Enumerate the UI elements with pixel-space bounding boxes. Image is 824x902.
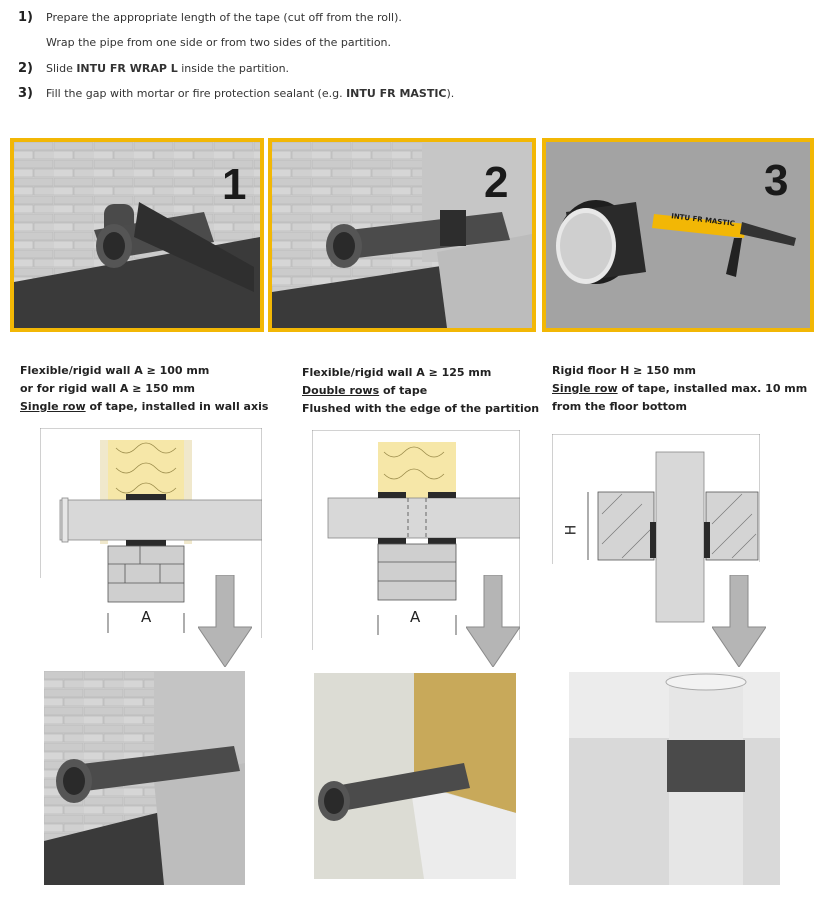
step-3-photo-panel [542,138,814,332]
step-2-number: 2) [18,61,33,76]
step-2 [18,62,289,76]
product-label: INTU FR MASTIC [670,212,736,228]
step-1-line-1 [18,11,402,25]
dim-label-a-2: A [410,608,421,626]
caption-2-line-3: Flushed with the edge of the partition [302,402,540,415]
step-1-number: 1) [18,10,33,25]
caption-3 [552,362,807,416]
caption-3-line-1: Rigid floor H ≥ 150 mm [552,364,696,377]
step-3-pre: Fill the gap with mortar or fire protection sealant (e.g. [46,87,347,100]
caption-1-line-3: of tape, installed in wall axis [85,400,269,413]
caption-3-line-3: from the floor bottom [552,400,687,413]
step-1-text-a: Prepare the appropriate length of the tape (cut off from the roll). [46,11,402,24]
panel-3-number: 3 [764,156,789,205]
caption-2-underlined: Double rows [302,384,380,397]
caption-1-line-2: or for rigid wall A ≥ 150 mm [20,382,196,395]
caption-1-underlined: Single row [20,400,86,413]
step-1-line-2 [18,36,391,50]
result-photo-1 [44,671,245,885]
result-photo-3 [569,672,780,885]
step-3-number: 3) [18,86,33,101]
step-3-post: ). [446,87,455,100]
panel-2-number: 2 [484,158,509,207]
step-1-photo-panel [10,138,264,332]
step-2-post: inside the partition. [177,62,290,75]
caption-1 [20,362,268,416]
panel-1-number: 1 [222,160,247,209]
step-3-product: INTU FR MASTIC [346,87,447,100]
result-photo-2 [314,673,516,879]
down-arrow-1-icon [198,575,252,667]
step-3 [18,87,454,101]
dim-label-a-1: A [141,608,152,626]
caption-3-line-2: of tape, installed max. 10 mm [617,382,808,395]
dim-label-h: H [563,524,580,536]
step-1-text-b: Wrap the pipe from one side or from two sides of the partition. [46,36,392,49]
caption-2-line-1: Flexible/rigid wall A ≥ 125 mm [302,366,492,379]
down-arrow-3-icon [712,575,766,667]
caption-1-line-1: Flexible/rigid wall A ≥ 100 mm [20,364,210,377]
step-2-pre: Slide [46,62,77,75]
caption-2 [302,364,539,418]
caption-2-line-2: of tape [379,384,428,397]
caption-3-underlined: Single row [552,382,618,395]
step-2-photo-panel [268,138,536,332]
down-arrow-2-icon [466,575,520,667]
step-2-product: INTU FR WRAP L [76,62,178,75]
